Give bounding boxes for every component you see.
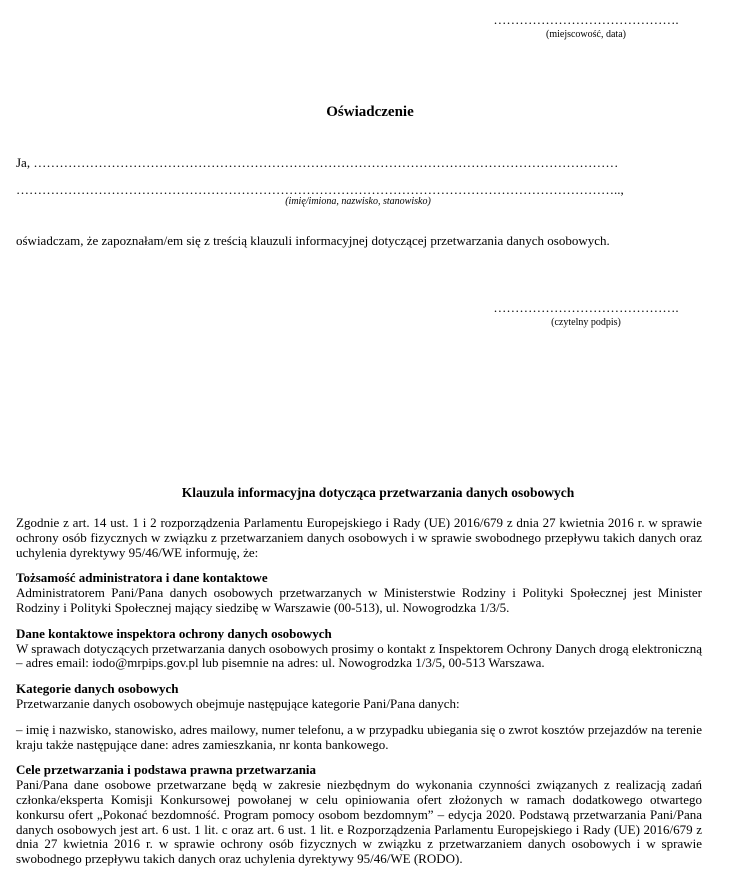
place-date-caption: (miejscowość, data) xyxy=(546,29,626,40)
section-categories xyxy=(16,682,702,752)
clause-body xyxy=(16,516,702,878)
clause-title: Klauzula informacyjna dotycząca przetwarzania danych osobowych xyxy=(181,485,575,500)
section-paragraph: – imię i nazwisko, stanowisko, adres mailowy, numer telefonu, a w przypadku ubiegania się o zwrot kosztów przejazdów na terenie kraju także następujące dane: adres zamieszkania, nr konta bankowego. xyxy=(16,721,702,752)
section-heading: Dane kontaktowe inspektora ochrony danych osobowych xyxy=(16,625,332,641)
name-line-1: Ja, ……………………………………………………………………………………………………………………… xyxy=(16,155,619,170)
section-paragraph: W sprawach dotyczących przetwarzania danych osobowych prosimy o kontakt z Inspektorem Ochrony Danych drogą elektroniczną – adres email: iodo@mrpips.gov.pl lub pisemnie na adres: ul. Nowogrodzka 1/3/5, 00-513 Warszawa. xyxy=(16,640,702,671)
signature-field xyxy=(470,300,702,331)
section-purposes xyxy=(16,763,702,867)
place-date-field xyxy=(470,12,702,43)
name-line-2: ………………………………………………………………………………………………………………………….., xyxy=(16,182,624,197)
section-heading: Kategorie danych osobowych xyxy=(16,681,179,697)
section-heading: Tożsamość administratora i dane kontaktowe xyxy=(16,570,268,586)
signature-dots: ……………………………………. xyxy=(493,300,679,315)
section-paragraph: Przetwarzanie danych osobowych obejmuje następujące kategorie Pani/Pana danych: xyxy=(16,695,460,711)
clause-intro: Zgodnie z art. 14 ust. 1 i 2 rozporządzenia Parlamentu Europejskiego i Rady (UE) 2016/679 z dnia 27 kwietnia 2016 r. w sprawie ochrony osób fizycznych w związku z przetwarzaniem danych osobowych i w sprawie swobodnego przepływu takich danych oraz uchylenia dyrektywy 95/46/WE informuję, że: xyxy=(16,515,702,560)
name-caption: (imię/imiona, nazwisko, stanowisko) xyxy=(285,196,431,207)
signature-caption: (czytelny podpis) xyxy=(551,317,621,328)
section-administrator xyxy=(16,571,702,615)
section-inspector xyxy=(16,627,702,671)
document-title: Oświadczenie xyxy=(326,104,414,120)
section-paragraph: Administratorem Pani/Pana danych osobowych przetwarzanych w Ministerstwie Rodziny i Polityki Społecznej jest Minister Rodziny i Polityki Społecznej mający siedzibę w Warszawie (00-513), ul. Nowogrodzka 1/3/5. xyxy=(16,585,702,615)
section-paragraph: Pani/Pana dane osobowe przetwarzane będą w zakresie niezbędnym do wykonania czynności związanych z realizacją zadań członka/eksperta Komisji Konkursowej powołanej w celu opiniowania ofert złożonych w ramach dodatkowego otwartego konkursu ofert „Pokonać bezdomność. Program pomocy osobom bezdomnym” – edycja 2020. Podstawą przetwarzania Pani/Pana danych osobowych jest art. 6 ust. 1 lit. c oraz art. 6 ust. 1 lit. e Rozporządzenia Parlamentu Europejskiego i Rady (UE) 2016/679 z dnia 27 kwietnia 2016 r. w sprawie ochrony osób fizycznych w związku z przetwarzaniem danych osobowych i w sprawie swobodnego przepływu takich danych oraz uchylenia dyrektywy 95/46/WE (RODO). xyxy=(16,777,702,867)
section-heading: Cele przetwarzania i podstawa prawna przetwarzania xyxy=(16,762,317,778)
declaration-text: oświadczam, że zapoznałam/em się z treścią klauzuli informacyjnej dotyczącej przetwarzania danych osobowych. xyxy=(16,233,610,248)
place-date-dots: ……………………………………. xyxy=(493,12,679,27)
